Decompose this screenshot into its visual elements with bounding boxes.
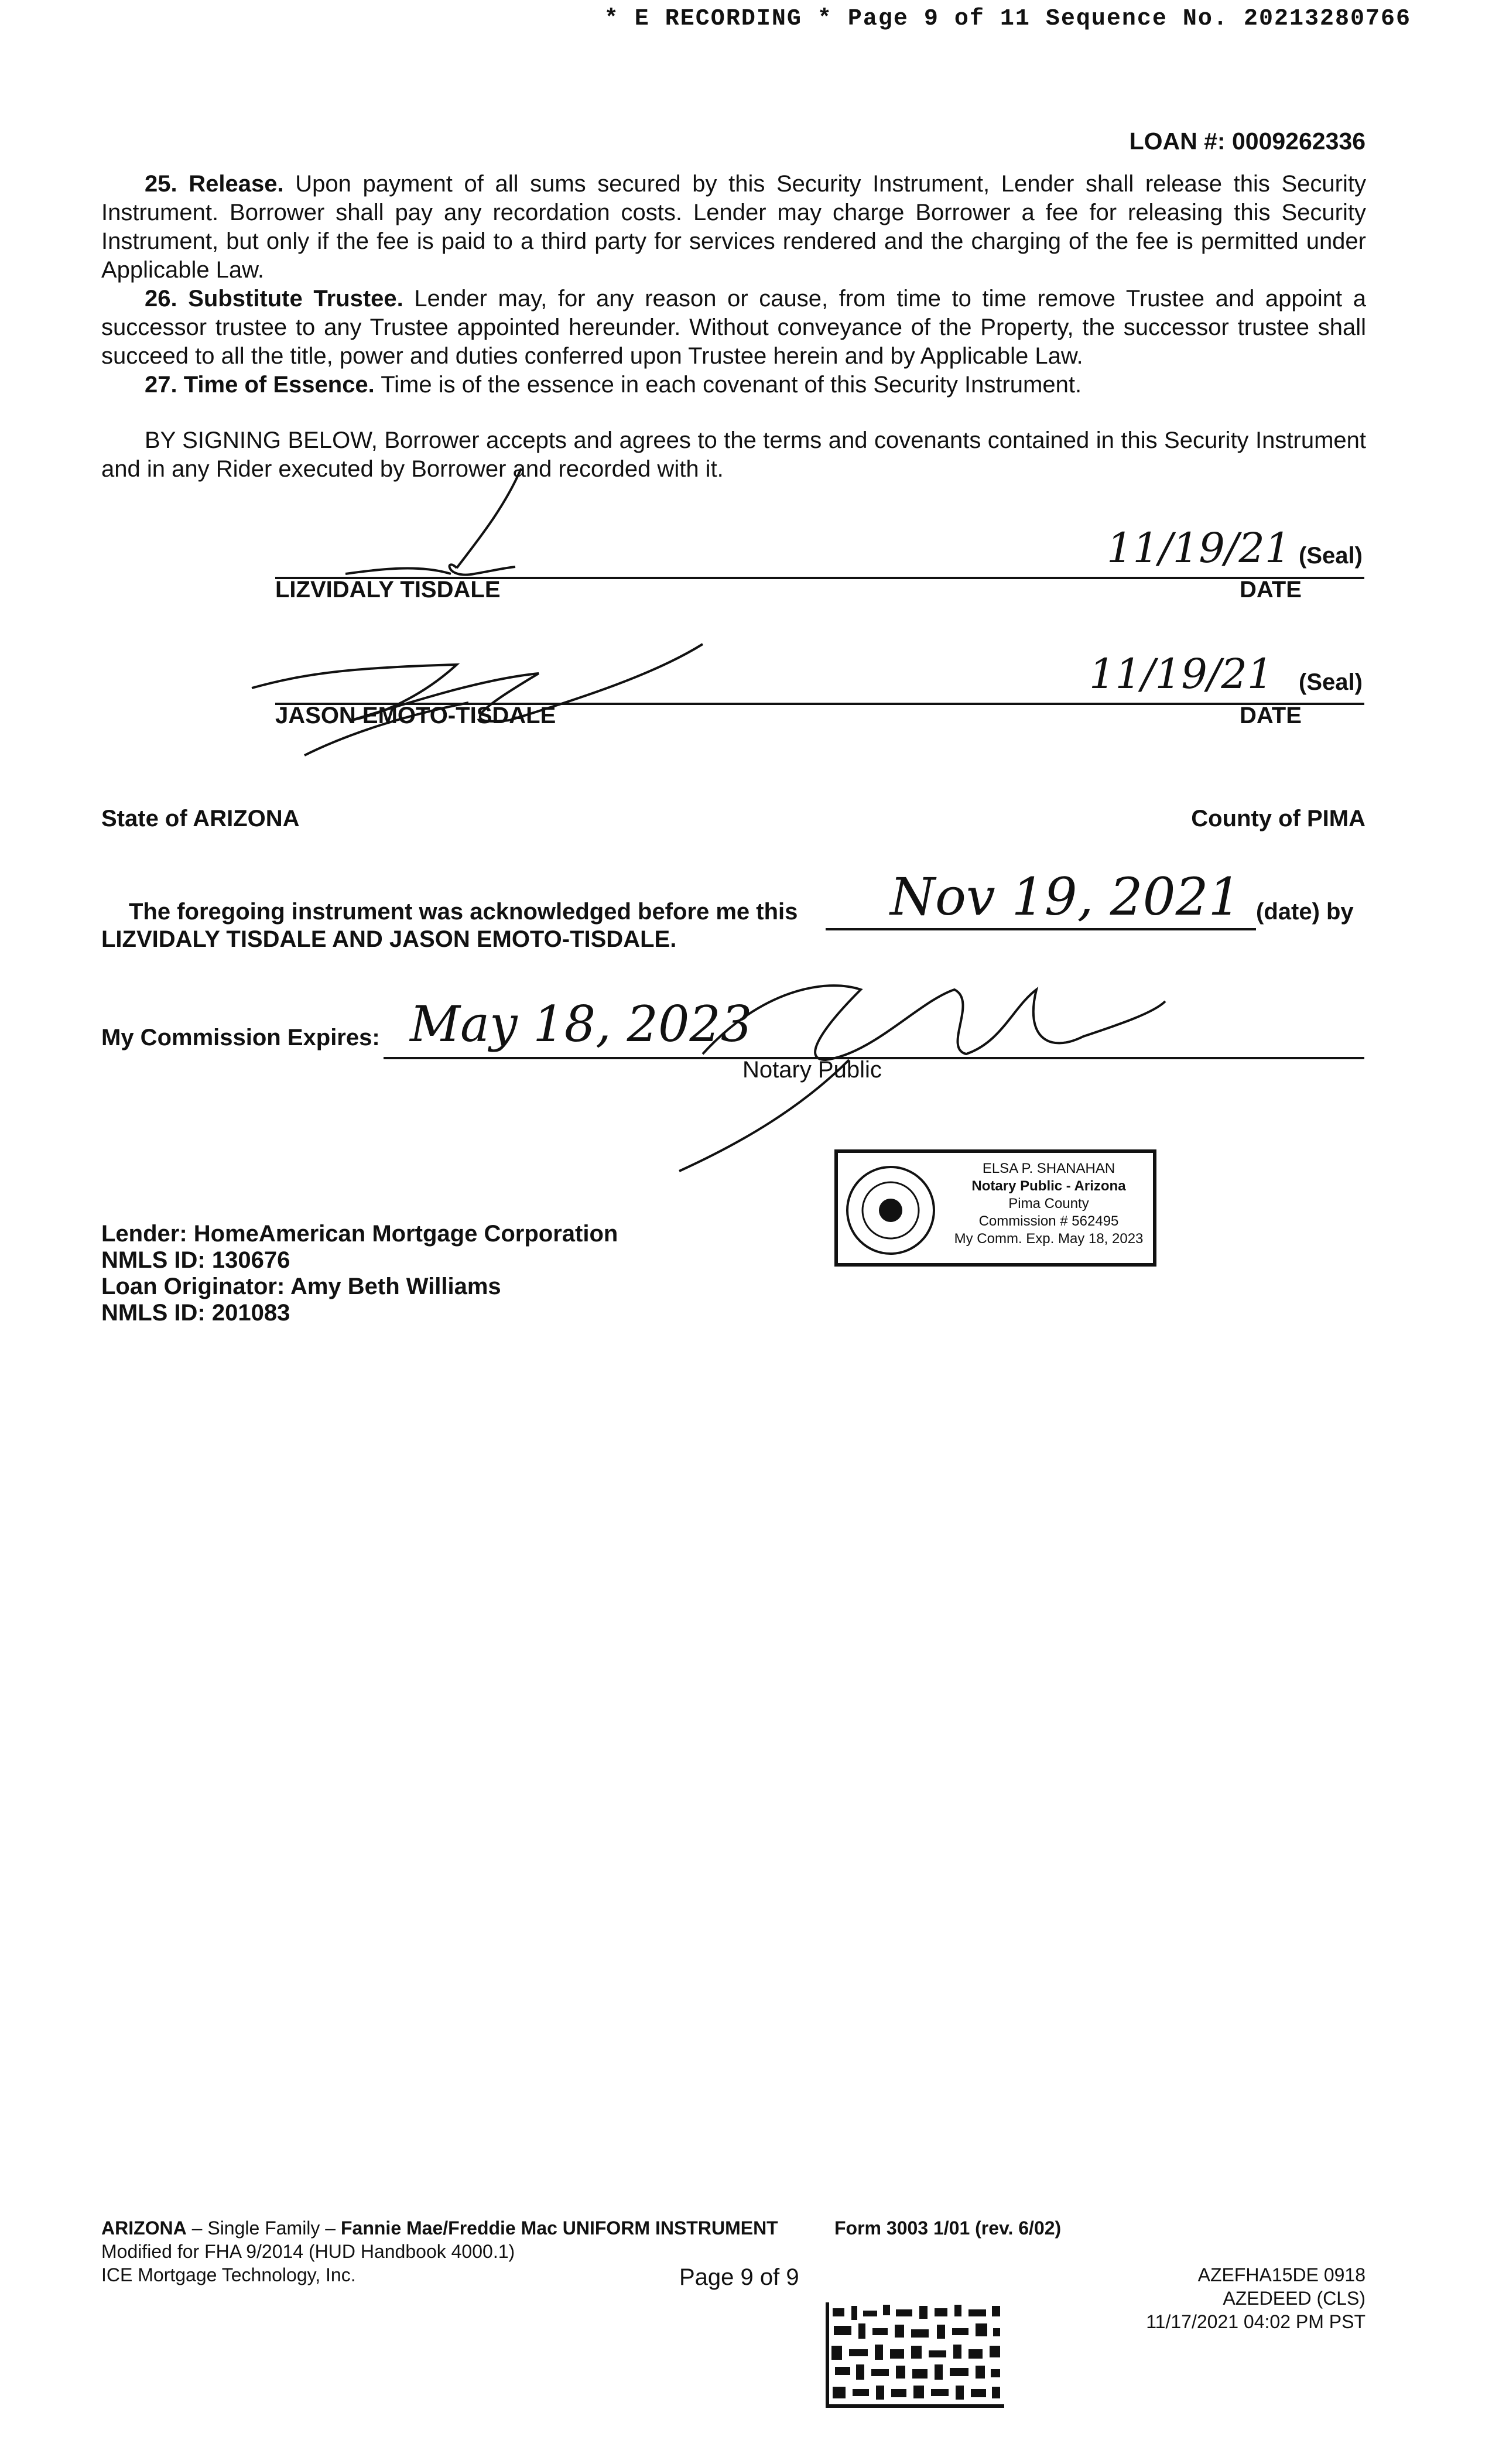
essence-text: Time is of the essence in each covenant of this Security Instrument. (374, 372, 1082, 398)
footer-code-1: AZEFHA15DE 0918 (1197, 2264, 1365, 2285)
barcode-icon (826, 2302, 1004, 2408)
trustee-text: Lender may, for any reason or cause, from time to time remove Trustee and appoint a successor trustee to any Trustee appointed hereunder. Without conveyance of the Property, the successor trustee shall succeed to all the title, power and duties conferred upon Trustee herein and by Applicable Law. (101, 286, 1367, 369)
lender-info (101, 1221, 618, 1326)
footer-family: – Single Family – (186, 2217, 341, 2239)
footer-timestamp: 11/17/2021 04:02 PM PST (1146, 2311, 1365, 2332)
covenant-text (101, 170, 1366, 484)
notary-stamp (834, 1149, 1156, 1267)
acknowledgment-names: LIZVIDALY TISDALE AND JASON EMOTO-TISDALE. (101, 926, 677, 952)
acknowledgment-suffix: (date) by (1256, 899, 1354, 925)
footer-left (101, 2216, 778, 2287)
acknowledgment-prefix: The foregoing instrument was acknowledged before me this (129, 899, 798, 925)
footer-code-2: AZEDEED (CLS) (1223, 2288, 1365, 2309)
essence-paragraph (101, 371, 1366, 399)
borrower-2-seal: (Seal) (1299, 669, 1363, 695)
signing-paragraph: BY SIGNING BELOW, Borrower accepts and agrees to the terms and covenants contained in this Security Instrument and in any Rider executed by Borrower and recorded with it. (101, 427, 1366, 482)
commission-handwritten-date: May 18, 2023 (410, 995, 752, 1053)
notary-state: State of ARIZONA (101, 806, 300, 831)
stamp-notary-name: ELSA P. SHANAHAN (982, 1161, 1115, 1176)
borrower-2-handwritten-date: 11/19/21 (1089, 650, 1274, 698)
borrower-1-handwritten-date: 11/19/21 (1107, 524, 1291, 572)
borrower-2-name: JASON EMOTO-TISDALE (275, 703, 556, 728)
loan-originator: Loan Originator: Amy Beth Williams (101, 1274, 501, 1299)
release-title: 25. Release. (145, 171, 284, 197)
notary-county: County of PIMA (1191, 806, 1365, 831)
lender-nmls: NMLS ID: 130676 (101, 1247, 290, 1273)
footer-state: ARIZONA (101, 2217, 187, 2239)
footer-line-2: Modified for FHA 9/2014 (HUD Handbook 4000.1) (101, 2241, 515, 2262)
loan-number: LOAN #: 0009262336 (1129, 128, 1365, 155)
borrower-2-signature (234, 632, 732, 767)
notary-public-label: Notary Public (742, 1057, 882, 1083)
essence-title: 27. Time of Essence. (145, 372, 375, 398)
footer-right (1146, 2263, 1365, 2333)
acknowledgment-handwritten-date: Nov 19, 2021 (890, 867, 1241, 927)
stamp-text (943, 1160, 1154, 1248)
footer-line-1 (101, 2216, 778, 2240)
borrower-1-signature (328, 457, 574, 591)
footer-page: Page 9 of 9 (679, 2264, 799, 2290)
recording-header: * E RECORDING * Page 9 of 11 Sequence No. 20213280766 (604, 6, 1411, 32)
footer-form: Form 3003 1/01 (rev. 6/02) (834, 2217, 1062, 2239)
state-seal-icon (844, 1163, 937, 1257)
release-text: Upon payment of all sums secured by this Security Instrument, Lender shall release this Security Instrument. Borrower shall pay any recordation costs. Lender may charge Borrower a fee for releasing this Security Instrument, but only if the fee is paid to a third party for services rendered and the charging of the fee is permitted under Applicable Law. (101, 171, 1366, 283)
trustee-title: 26. Substitute Trustee. (145, 286, 403, 312)
originator-nmls: NMLS ID: 201083 (101, 1300, 290, 1326)
borrower-2-date-label: DATE (1240, 703, 1302, 728)
stamp-expiration: My Comm. Exp. May 18, 2023 (954, 1231, 1144, 1247)
release-paragraph (101, 170, 1366, 285)
borrower-1-seal: (Seal) (1299, 543, 1363, 569)
stamp-county: Pima County (1008, 1196, 1089, 1212)
trustee-paragraph (101, 285, 1366, 371)
borrower-1-date-label: DATE (1240, 577, 1302, 603)
footer-instrument: Fannie Mae/Freddie Mac UNIFORM INSTRUMENT (340, 2217, 778, 2239)
commission-label: My Commission Expires: (101, 1025, 380, 1050)
borrower-1-name: LIZVIDALY TISDALE (275, 577, 501, 603)
lender-name: Lender: HomeAmerican Mortgage Corporation (101, 1221, 618, 1247)
stamp-title: Notary Public - Arizona (971, 1178, 1126, 1194)
acknowledgment-date-line (826, 928, 1256, 930)
stamp-commission: Commission # 562495 (978, 1213, 1119, 1229)
footer-line-3: ICE Mortgage Technology, Inc. (101, 2264, 356, 2285)
